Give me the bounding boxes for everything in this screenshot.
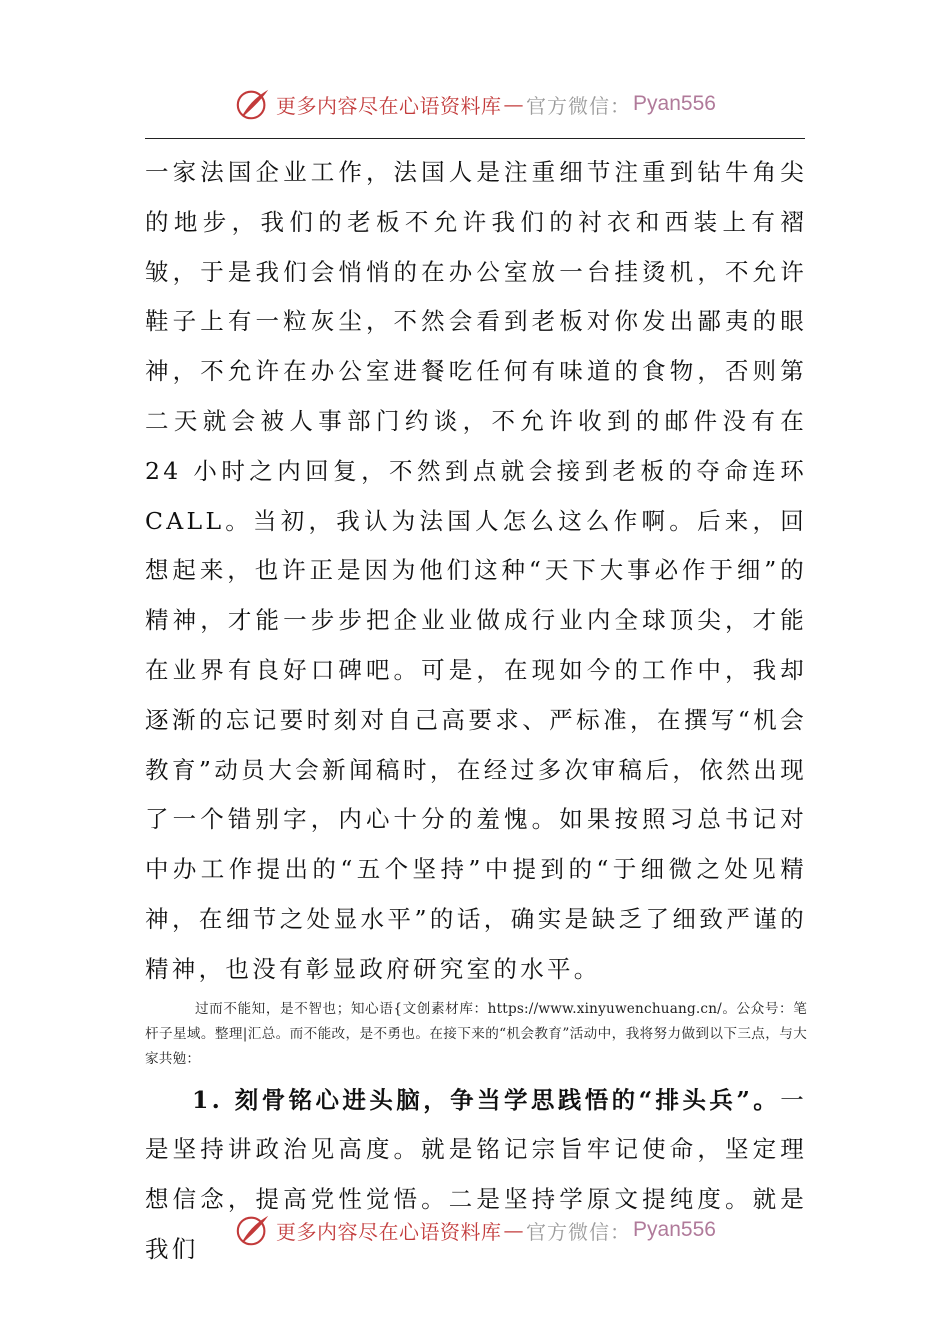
watermark-wechat-id: Pyan556 <box>633 1218 716 1241</box>
quill-logo-icon <box>234 1211 272 1249</box>
header-divider <box>145 138 805 139</box>
footer-watermark <box>0 1208 950 1252</box>
watermark-wechat-id: Pyan556 <box>633 92 716 115</box>
header-watermark <box>0 82 950 126</box>
small-note-paragraph: 过而不能知，是不智也；知心语{文创素材库：https://www.xinyuwenchuang.cn/。公众号：笔杆子星域。整理|汇总。而不能改，是不勇也。在接下来的“机会教育”活动中，我将努力做到以下三点，与大家共勉： <box>145 1000 807 1067</box>
quill-logo-icon <box>234 85 272 123</box>
watermark-brand: 更多内容尽在心语资料库 <box>276 93 502 118</box>
body-paragraph: 一家法国企业工作，法国人是注重细节注重到钻牛角尖的地步，我们的老板不允许我们的衬衣和西装上有褶皱，于是我们会悄悄的在办公室放一台挂烫机，不允许鞋子上有一粒灰尘，不然会看到老板对你发出鄙夷的眼神，不允许在办公室进餐吃任何有味道的食物，否则第二天就会被人事部门约谈，不允许收到的邮件没有在 24 小时之内回复，不然到点就会接到老板的夺命连环 CALL。当初，我认为法国人怎么这么作啊。后来，回想起来，也许正是因为他们这种“天下大事必作于细”的精神，才能一步步把企业业做成行业内全球顶尖，才能在业界有良好口碑吧。可是，在现如今的工作中，我却逐渐的忘记要时刻对自己高要求、严标准，在撰写“机会教育”动员大会新闻稿时，在经过多次审稿后，依然出现了一个错别字，内心十分的羞愧。如果按照习总书记对中办工作提出的“五个坚持”中提到的“于细微之处见精神，在细节之处显水平”的话，确实是缺乏了细致严谨的精神，也没有彰显政府研究室的水平。 <box>145 158 807 983</box>
watermark-wechat-label: 官方微信： <box>526 93 632 118</box>
watermark-brand: 更多内容尽在心语资料库 <box>276 1219 502 1244</box>
watermark-wechat-label: 官方微信： <box>526 1219 632 1244</box>
watermark-separator: — <box>503 1218 525 1242</box>
numbered-item-1-text: 一是坚持讲政治见高度。就是铭记宗旨牢记使命，坚定理想信念，提高党性觉悟。二是坚持学原文提纯度。就是我们 <box>145 1085 807 1263</box>
watermark-separator: — <box>503 92 525 116</box>
numbered-item-1-heading: 1. 刻骨铭心进头脑，争当学思践悟的“排头兵”。 <box>192 1085 781 1114</box>
document-body <box>145 148 807 1275</box>
